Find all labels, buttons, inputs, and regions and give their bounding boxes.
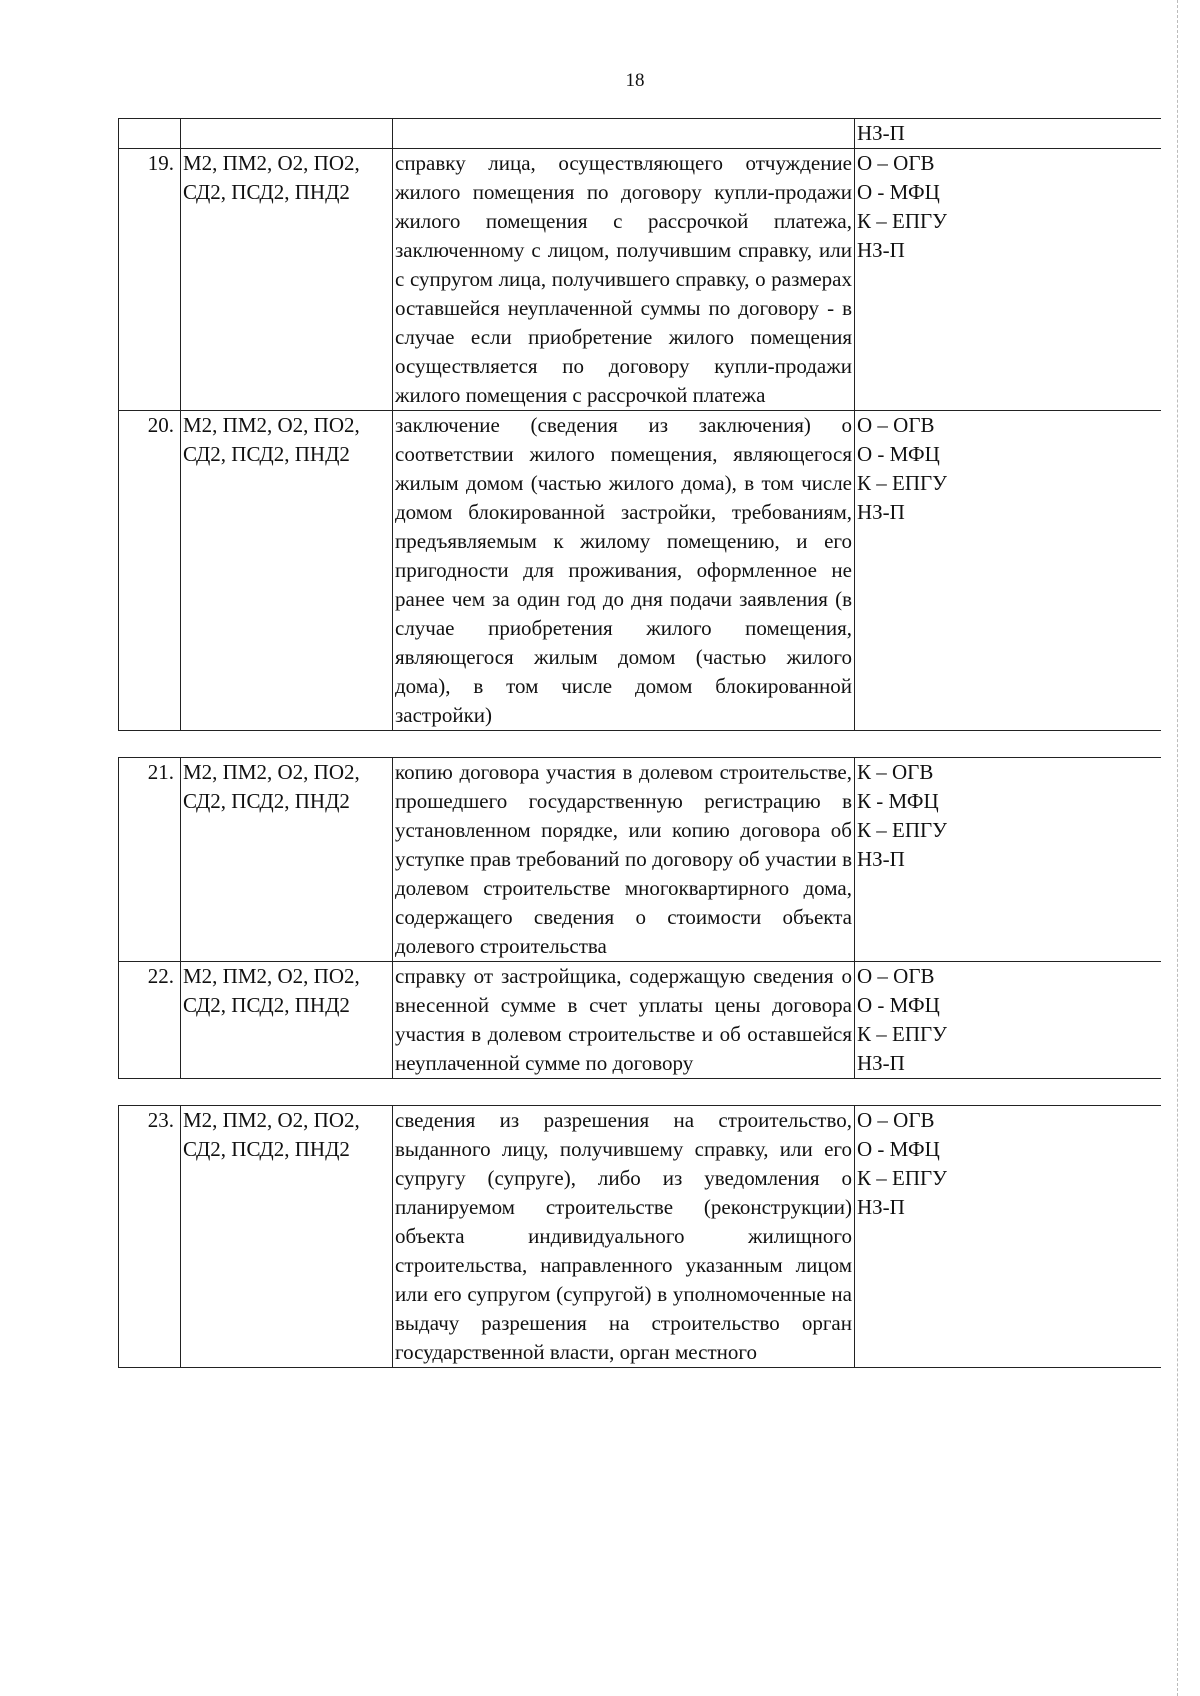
- applicant-categories: М2, ПМ2, О2, ПО2, СД2, ПСД2, ПНД2: [181, 758, 393, 962]
- scan-edge-line: [1177, 0, 1178, 1696]
- ways-cell: [855, 119, 1161, 149]
- way-item: О – ОГВ: [857, 413, 935, 437]
- way-item: К - МФЦ: [857, 789, 939, 813]
- table-row-19: [119, 149, 1161, 411]
- row-number: 22.: [119, 962, 181, 1079]
- document-description: сведения из разрешения на строительство, выданного лицу, получившему справку, или его супругу (супруге), либо из уведомления о планируемом строительстве (реконструкции) объекта индивидуального жилищного строительства, направленного указанным лицом или его супругом (супругой) в уполномоченные на выдачу разрешения на строительство орган государственной власти, орган местного: [393, 1106, 855, 1368]
- way-item: К – ОГВ: [857, 760, 934, 784]
- way-item: О - МФЦ: [857, 180, 940, 204]
- way-item: НЗ-П: [857, 847, 905, 871]
- submission-ways: [855, 411, 1161, 731]
- table-row-22: [119, 962, 1161, 1079]
- table-row-21: [119, 758, 1161, 962]
- way-item: О - МФЦ: [857, 1137, 940, 1161]
- row-number: 21.: [119, 758, 181, 962]
- way-item: О – ОГВ: [857, 1108, 935, 1132]
- way-item: К – ЕПГУ: [857, 818, 948, 842]
- num-cell: [119, 119, 181, 149]
- way-item: НЗ-П: [857, 121, 905, 145]
- submission-ways: [855, 1106, 1161, 1368]
- page-number: 18: [625, 70, 645, 91]
- row-number: 20.: [119, 411, 181, 731]
- submission-ways: [855, 758, 1161, 962]
- document-description: копию договора участия в долевом строительстве, прошедшего государственную регистрацию в установленном порядке, или копию договора об уступке прав требований по договору об участии в долевом строительстве многоквартирного дома, содержащего сведения о стоимости объекта долевого строительства: [393, 758, 855, 962]
- documents-table: [118, 118, 1161, 1368]
- document-cell: [393, 119, 855, 149]
- way-item: НЗ-П: [857, 238, 905, 262]
- table-row-20: [119, 411, 1161, 731]
- way-item: НЗ-П: [857, 1195, 905, 1219]
- way-item: О – ОГВ: [857, 964, 935, 988]
- table-row-continued: [119, 119, 1161, 149]
- document-description: заключение (сведения из заключения) о соответствии жилого помещения, являющегося жилым домом (частью жилого дома), в том числе домом блокированной застройки, требованиям, предъявляемым к жилому помещению, и его пригодности для проживания, оформленное не ранее чем за один год до дня подачи заявления (в случае приобретения жилого помещения, являющегося жилым домом (частью жилого дома), в том числе домом блокированной застройки): [393, 411, 855, 731]
- table-separator-row: [119, 1079, 1161, 1106]
- table-separator-row: [119, 731, 1161, 758]
- way-item: О - МФЦ: [857, 993, 940, 1017]
- document-description: справку от застройщика, содержащую сведения о внесенной сумме в счет уплаты цены договора участия в долевом строительстве и об оставшейся неуплаченной сумме по договору: [393, 962, 855, 1079]
- way-item: О – ОГВ: [857, 151, 935, 175]
- way-item: К – ЕПГУ: [857, 1022, 948, 1046]
- document-description: справку лица, осуществляющего отчуждение жилого помещения по договору купли-продажи жилого помещения с рассрочкой платежа, заключенному с лицом, получившим справку, или с супругом лица, получившего справку, о размерах оставшейся неуплаченной суммы по договору - в случае если приобретение жилого помещения осуществляется по договору купли-продажи жилого помещения с рассрочкой платежа: [393, 149, 855, 411]
- submission-ways: [855, 149, 1161, 411]
- way-item: НЗ-П: [857, 1051, 905, 1075]
- applicant-categories: М2, ПМ2, О2, ПО2, СД2, ПСД2, ПНД2: [181, 149, 393, 411]
- row-number: 23.: [119, 1106, 181, 1368]
- separator-cell: [119, 731, 1161, 758]
- way-item: О - МФЦ: [857, 442, 940, 466]
- way-item: К – ЕПГУ: [857, 1166, 948, 1190]
- applicant-categories: М2, ПМ2, О2, ПО2, СД2, ПСД2, ПНД2: [181, 1106, 393, 1368]
- table-row-23: [119, 1106, 1161, 1368]
- way-item: НЗ-П: [857, 500, 905, 524]
- way-item: К – ЕПГУ: [857, 471, 948, 495]
- way-item: К – ЕПГУ: [857, 209, 948, 233]
- row-number: 19.: [119, 149, 181, 411]
- applicant-categories: М2, ПМ2, О2, ПО2, СД2, ПСД2, ПНД2: [181, 411, 393, 731]
- separator-cell: [119, 1079, 1161, 1106]
- submission-ways: [855, 962, 1161, 1079]
- categories-cell: [181, 119, 393, 149]
- applicant-categories: М2, ПМ2, О2, ПО2, СД2, ПСД2, ПНД2: [181, 962, 393, 1079]
